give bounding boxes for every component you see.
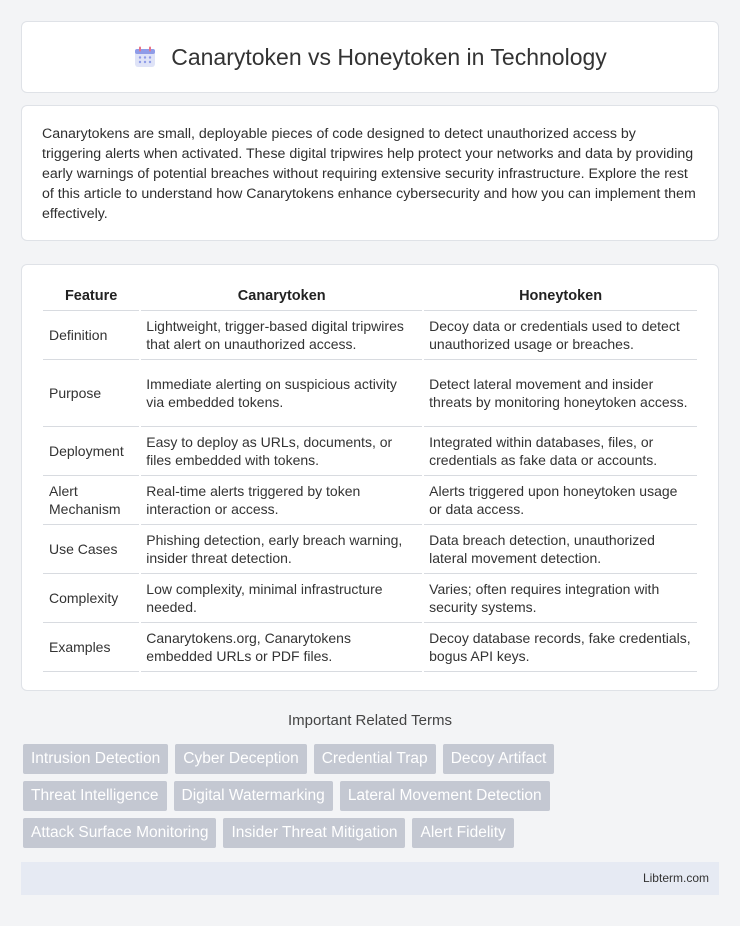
- honeytoken-cell: Decoy database records, fake credentials, bogus API keys.: [424, 623, 697, 672]
- canarytoken-cell: Easy to deploy as URLs, documents, or files embedded with tokens.: [141, 427, 422, 476]
- canarytoken-cell: Low complexity, minimal infrastructure needed.: [141, 574, 422, 623]
- tag-digital-watermarking[interactable]: Digital Watermarking: [174, 781, 333, 811]
- tag-insider-threat-mitigation[interactable]: Insider Threat Mitigation: [223, 818, 405, 848]
- comparison-table: [41, 281, 699, 672]
- tag-row: [23, 818, 723, 848]
- canarytoken-cell: Immediate alerting on suspicious activity via embedded tokens.: [141, 360, 422, 427]
- title-card: [21, 21, 719, 93]
- comparison-table-card: [21, 264, 719, 691]
- tag-decoy-artifact[interactable]: Decoy Artifact: [443, 744, 555, 774]
- feature-cell: Alert Mechanism: [43, 476, 139, 525]
- honeytoken-cell: Detect lateral movement and insider threats by monitoring honeytoken access.: [424, 360, 697, 427]
- header-honeytoken: Honeytoken: [424, 281, 697, 311]
- feature-cell: Deployment: [43, 427, 139, 476]
- table-row: [43, 525, 697, 574]
- tag-attack-surface-monitoring[interactable]: Attack Surface Monitoring: [23, 818, 216, 848]
- header-feature: Feature: [43, 281, 139, 311]
- feature-cell: Use Cases: [43, 525, 139, 574]
- calendar-grid-icon: [133, 45, 157, 69]
- tag-threat-intelligence[interactable]: Threat Intelligence: [23, 781, 167, 811]
- feature-cell: Complexity: [43, 574, 139, 623]
- canarytoken-cell: Phishing detection, early breach warning, insider threat detection.: [141, 525, 422, 574]
- header-canarytoken: Canarytoken: [141, 281, 422, 311]
- tag-credential-trap[interactable]: Credential Trap: [314, 744, 436, 774]
- tag-row: [23, 744, 723, 774]
- honeytoken-cell: Data breach detection, unauthorized lateral movement detection.: [424, 525, 697, 574]
- table-header-row: [43, 281, 697, 311]
- feature-cell: Purpose: [43, 360, 139, 427]
- footer: [21, 862, 719, 895]
- honeytoken-cell: Alerts triggered upon honeytoken usage or data access.: [424, 476, 697, 525]
- table-row: [43, 360, 697, 427]
- honeytoken-cell: Decoy data or credentials used to detect unauthorized usage or breaches.: [424, 311, 697, 360]
- footer-site-link[interactable]: Libterm.com: [642, 871, 709, 885]
- honeytoken-cell: Varies; often requires integration with security systems.: [424, 574, 697, 623]
- canarytoken-cell: Canarytokens.org, Canarytokens embedded URLs or PDF files.: [141, 623, 422, 672]
- tag-cyber-deception[interactable]: Cyber Deception: [175, 744, 306, 774]
- feature-cell: Examples: [43, 623, 139, 672]
- related-terms-title: Important Related Terms: [288, 712, 452, 729]
- table-row: [43, 476, 697, 525]
- tag-intrusion-detection[interactable]: Intrusion Detection: [23, 744, 168, 774]
- feature-cell: Definition: [43, 311, 139, 360]
- intro-card: [21, 105, 719, 241]
- intro-text: Canarytokens are small, deployable pieces of code designed to detect unauthorized access by triggering alerts when activated. These digital tripwires help protect your networks and data by providing early warnings of potential breaches without requiring extensive security infrastructure. Explore the rest of this article to understand how Canarytokens enhance cybersecurity and how you can implement them effectively.: [42, 126, 696, 222]
- table-row: [43, 427, 697, 476]
- tag-row: [23, 781, 723, 811]
- table-row: [43, 574, 697, 623]
- honeytoken-cell: Integrated within databases, files, or credentials as fake data or accounts.: [424, 427, 697, 476]
- related-terms-list: [23, 744, 723, 855]
- canarytoken-cell: Lightweight, trigger-based digital tripwires that alert on unauthorized access.: [141, 311, 422, 360]
- tag-alert-fidelity[interactable]: Alert Fidelity: [412, 818, 513, 848]
- table-row: [43, 623, 697, 672]
- canarytoken-cell: Real-time alerts triggered by token interaction or access.: [141, 476, 422, 525]
- page-title: Canarytoken vs Honeytoken in Technology: [171, 43, 607, 70]
- table-row: [43, 311, 697, 360]
- tag-lateral-movement-detection[interactable]: Lateral Movement Detection: [340, 781, 550, 811]
